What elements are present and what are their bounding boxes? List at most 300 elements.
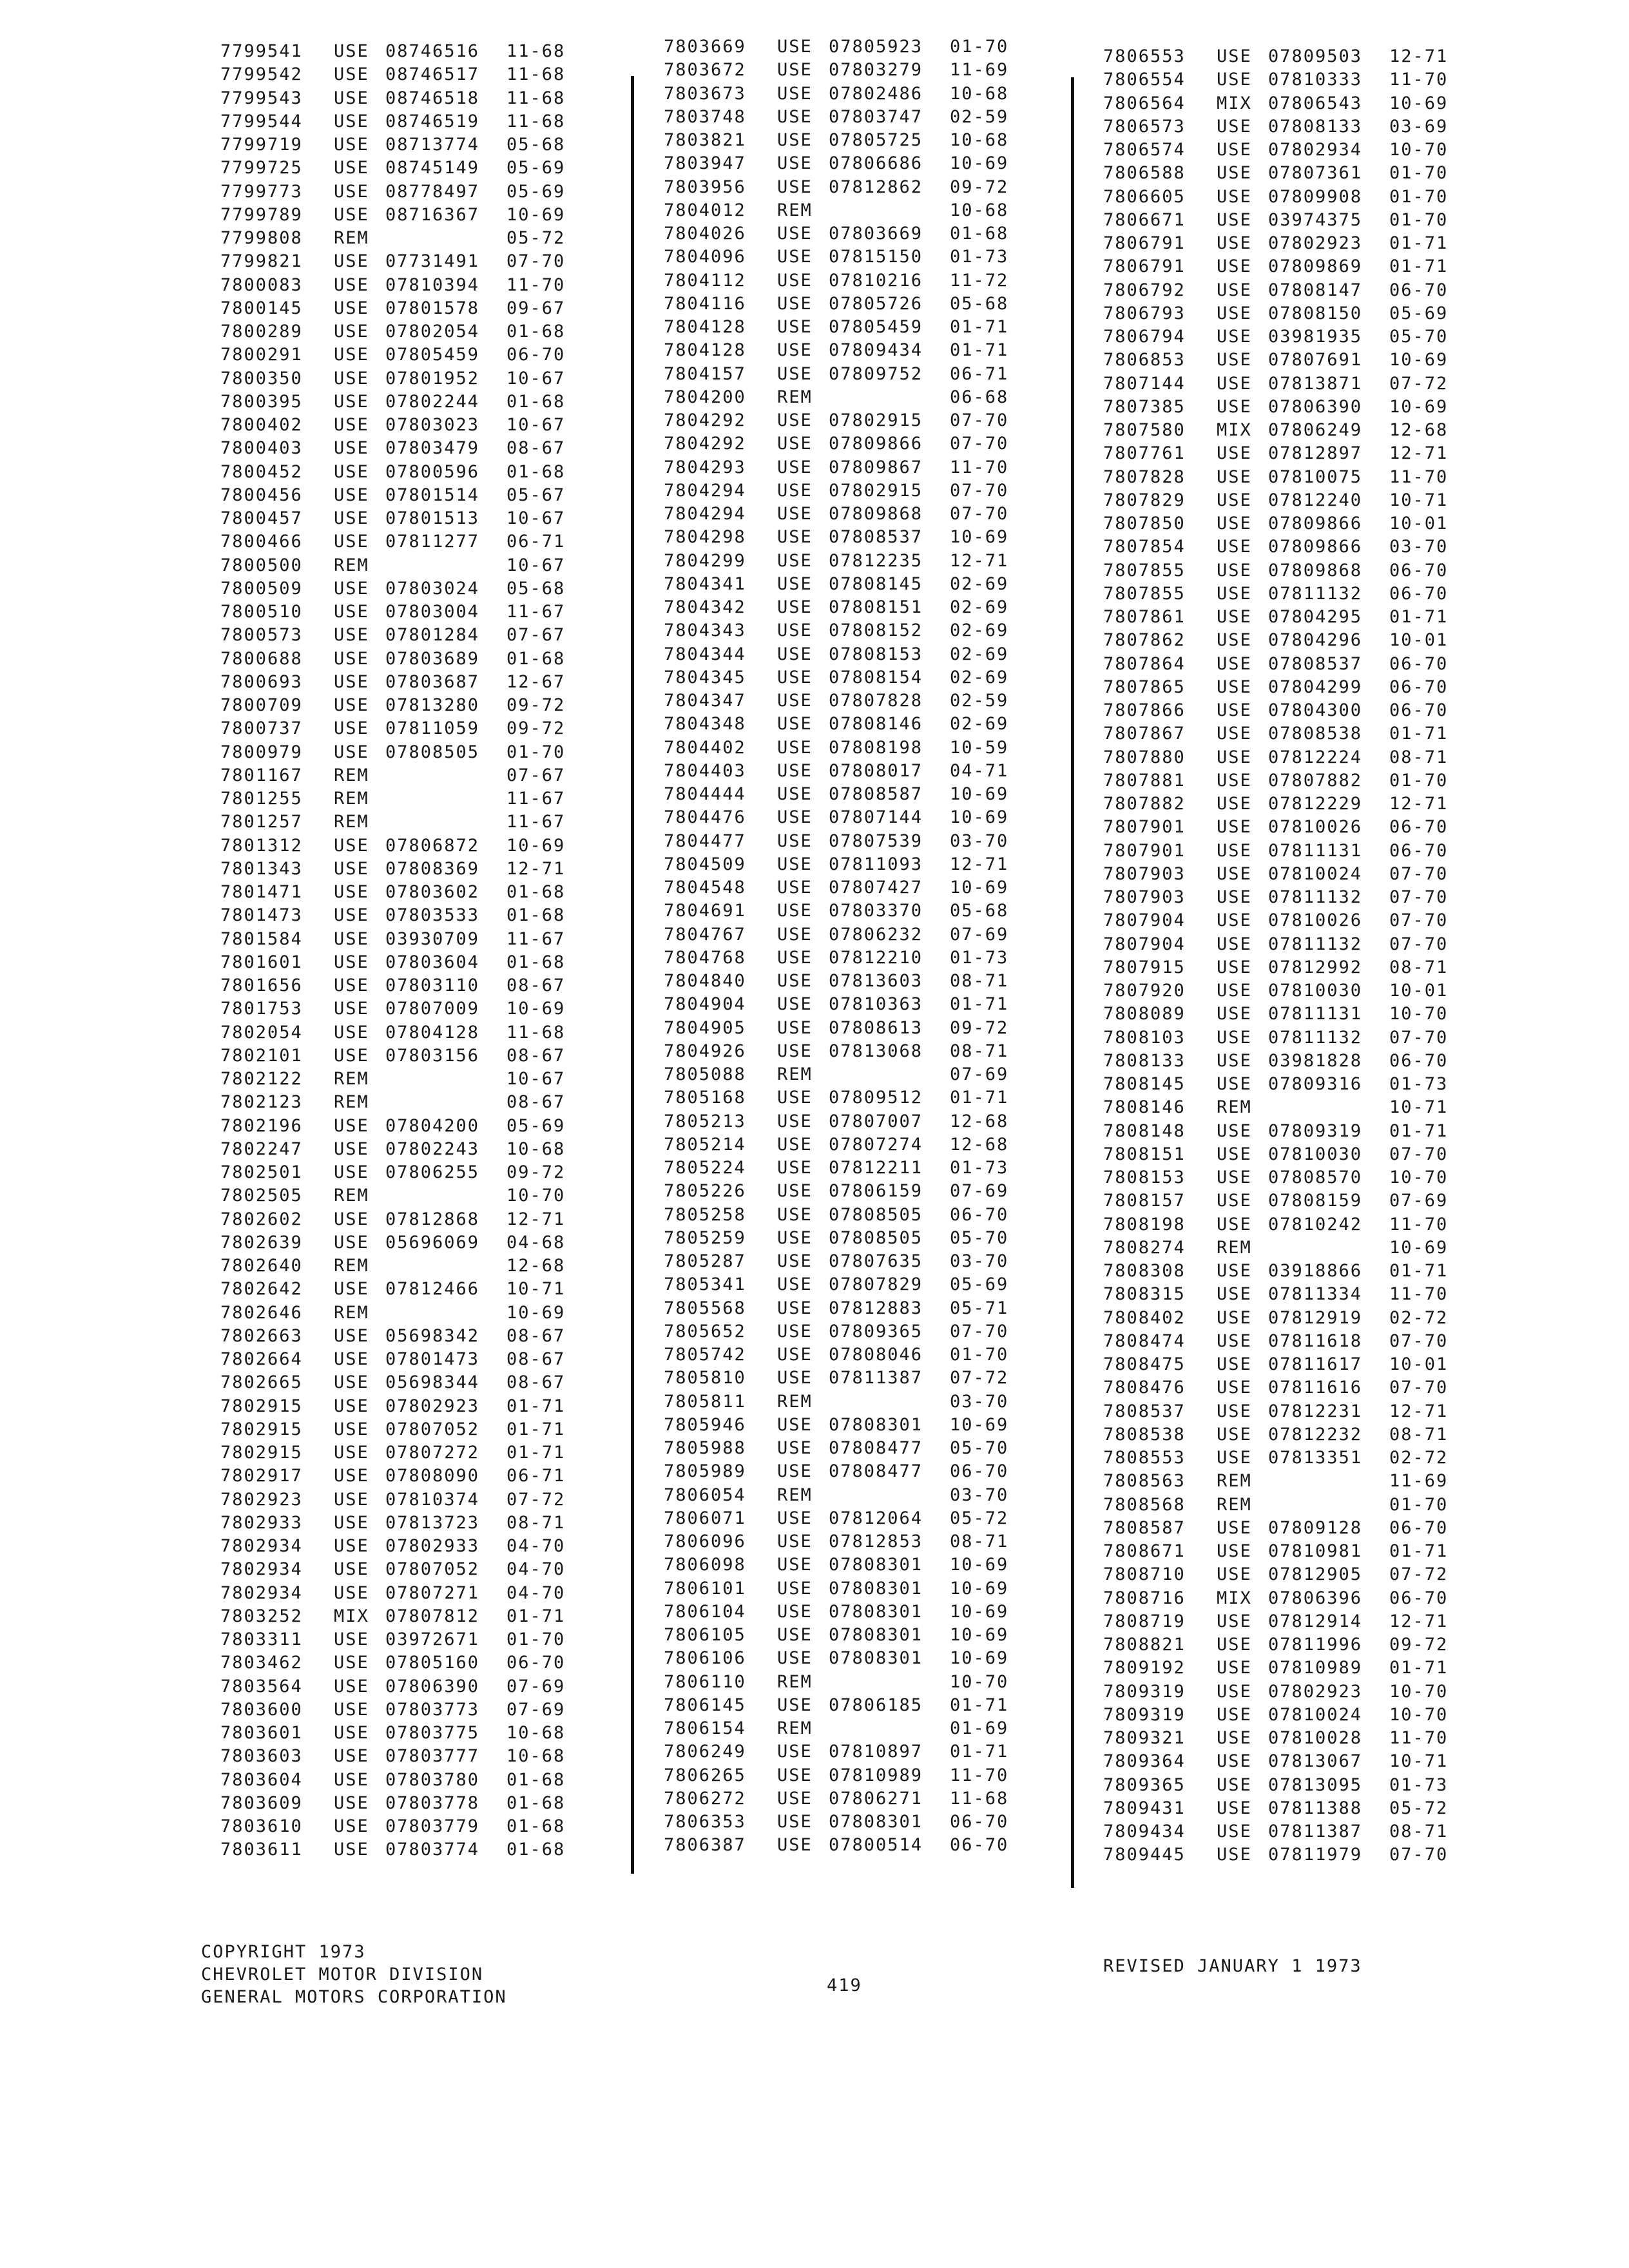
action: USE	[334, 135, 369, 155]
part-row	[1103, 1050, 1454, 1073]
date: 12-71	[506, 858, 566, 879]
replacement-number: 07810242	[1268, 1214, 1363, 1235]
date: 10-69	[506, 204, 566, 225]
part-number: 7807855	[1103, 583, 1186, 604]
part-row	[220, 63, 571, 86]
action: USE	[777, 714, 813, 735]
part-row	[220, 343, 571, 367]
part-number: 7807901	[1103, 817, 1186, 838]
part-row	[1103, 419, 1454, 442]
action: USE	[334, 64, 369, 85]
date: 01-70	[1389, 209, 1449, 230]
replacement-number: 07807828	[829, 691, 923, 711]
date: 02-72	[1389, 1307, 1449, 1328]
date: 04-71	[950, 760, 1009, 781]
replacement-number: 07810363	[829, 994, 923, 1015]
action: USE	[334, 1139, 369, 1159]
action: USE	[334, 111, 369, 131]
part-row	[220, 741, 571, 764]
replacement-number: 07813280	[385, 695, 480, 715]
action: USE	[777, 83, 813, 104]
action: USE	[334, 1746, 369, 1767]
part-row	[220, 1488, 571, 1512]
part-number: 7802663	[220, 1325, 303, 1346]
part-row	[1103, 1470, 1454, 1493]
part-number: 7808146	[1103, 1097, 1186, 1118]
part-row	[1103, 45, 1454, 68]
date: 01-70	[506, 742, 566, 762]
replacement-number: 07802244	[385, 391, 480, 412]
date: 10-68	[506, 1723, 566, 1743]
part-number: 7806105	[664, 1625, 746, 1645]
part-row	[1103, 1026, 1454, 1050]
action: USE	[777, 550, 813, 571]
date: 01-71	[1389, 724, 1449, 744]
action: USE	[1217, 1658, 1252, 1678]
action: USE	[1217, 256, 1252, 277]
replacement-number: 07802934	[1268, 140, 1363, 160]
replacement-number: 07805725	[829, 130, 923, 150]
part-row	[664, 1227, 1014, 1250]
action: USE	[777, 60, 813, 81]
replacement-number: 07810394	[385, 274, 480, 295]
part-number: 7805811	[664, 1391, 746, 1412]
date: 10-67	[506, 555, 566, 575]
date: 02-69	[950, 667, 1009, 687]
part-number: 7808537	[1103, 1401, 1186, 1421]
part-row	[664, 713, 1014, 736]
action: USE	[334, 1699, 369, 1720]
replacement-number: 07807829	[829, 1274, 923, 1295]
part-number: 7800083	[220, 274, 303, 295]
part-row	[664, 736, 1014, 760]
part-number: 7808148	[1103, 1120, 1186, 1141]
action: USE	[334, 204, 369, 225]
part-row	[1103, 442, 1454, 465]
part-number: 7801473	[220, 905, 303, 926]
part-row	[220, 811, 571, 834]
date: 08-67	[506, 1372, 566, 1393]
date: 01-73	[1389, 1074, 1449, 1094]
part-row	[1103, 1680, 1454, 1704]
part-row	[1103, 302, 1454, 325]
part-number: 7804348	[664, 714, 746, 735]
date: 03-70	[950, 1485, 1009, 1505]
replacement-number: 07803156	[385, 1045, 480, 1066]
action: USE	[334, 1792, 369, 1813]
part-number: 7802247	[220, 1139, 303, 1159]
date: 10-01	[1389, 1354, 1449, 1374]
part-row	[664, 1507, 1014, 1530]
action: USE	[334, 1769, 369, 1790]
part-number: 7806110	[664, 1671, 746, 1692]
replacement-number: 07807427	[829, 878, 923, 898]
replacement-number: 07808505	[385, 742, 480, 762]
action: USE	[777, 1438, 813, 1458]
replacement-number: 07803604	[385, 952, 480, 972]
part-row	[1103, 1330, 1454, 1353]
part-row	[220, 1208, 571, 1231]
part-number: 7804026	[664, 224, 746, 244]
action: USE	[334, 1443, 369, 1463]
action: MIX	[334, 1606, 369, 1626]
action: USE	[777, 1111, 813, 1131]
part-number: 7806605	[1103, 186, 1186, 207]
date: 10-70	[506, 1186, 566, 1206]
part-number: 7802915	[220, 1396, 303, 1416]
part-number: 7808274	[1103, 1237, 1186, 1258]
date: 07-70	[1389, 1331, 1449, 1351]
action: USE	[777, 784, 813, 804]
action: USE	[777, 293, 813, 314]
part-number: 7804116	[664, 293, 746, 314]
replacement-number: 07809752	[829, 363, 923, 384]
replacement-number: 07813351	[1268, 1448, 1363, 1468]
action: USE	[334, 1653, 369, 1673]
part-number: 7807920	[1103, 981, 1186, 1001]
action: USE	[334, 1232, 369, 1253]
part-row	[1103, 1563, 1454, 1586]
replacement-number: 03981935	[1268, 327, 1363, 347]
part-row	[664, 830, 1014, 853]
date: 10-70	[1389, 1004, 1449, 1024]
date: 07-72	[950, 1368, 1009, 1389]
date: 11-70	[506, 274, 566, 295]
part-number: 7808716	[1103, 1588, 1186, 1608]
part-number: 7800403	[220, 438, 303, 459]
part-number: 7804345	[664, 667, 746, 687]
action: USE	[334, 485, 369, 505]
action: USE	[777, 1461, 813, 1482]
date: 01-70	[950, 1345, 1009, 1365]
date: 05-70	[1389, 327, 1449, 347]
replacement-number: 07811132	[1268, 887, 1363, 907]
corporation-line: GENERAL MOTORS CORPORATION	[201, 1987, 507, 2007]
replacement-number: 07808477	[829, 1461, 923, 1482]
part-row	[664, 129, 1014, 152]
part-number: 7805258	[664, 1204, 746, 1225]
action: USE	[1217, 209, 1252, 230]
date: 01-68	[506, 1769, 566, 1790]
part-row	[1103, 1494, 1454, 1517]
part-row	[220, 787, 571, 811]
date: 08-67	[506, 438, 566, 459]
date: 01-68	[506, 1840, 566, 1860]
action: USE	[334, 695, 369, 715]
part-row	[664, 339, 1014, 362]
part-row	[664, 970, 1014, 993]
action: REM	[777, 1064, 813, 1084]
action: USE	[777, 1625, 813, 1645]
action: USE	[1217, 514, 1252, 533]
date: 11-68	[506, 41, 566, 61]
part-row	[664, 1180, 1014, 1203]
replacement-number: 07811277	[385, 532, 480, 552]
action: USE	[1217, 466, 1252, 487]
action: USE	[1217, 1635, 1252, 1655]
date: 12-71	[950, 854, 1009, 874]
part-row	[1103, 1657, 1454, 1680]
date: 01-71	[1389, 607, 1449, 627]
date: 10-69	[950, 1648, 1009, 1669]
action: USE	[334, 1536, 369, 1556]
date: 06-70	[1389, 700, 1449, 720]
replacement-number: 08778497	[385, 181, 480, 202]
date: 01-68	[506, 322, 566, 341]
part-number: 7807904	[1103, 910, 1186, 931]
date: 07-69	[950, 924, 1009, 945]
date: 10-69	[950, 878, 1009, 898]
date: 12-71	[1389, 1401, 1449, 1421]
date: 10-71	[506, 1279, 566, 1300]
part-row	[664, 1414, 1014, 1437]
part-number: 7804691	[664, 901, 746, 921]
part-number: 7806054	[664, 1485, 746, 1505]
part-number: 7807855	[1103, 560, 1186, 581]
replacement-number: 07808301	[829, 1601, 923, 1622]
action: USE	[334, 1816, 369, 1836]
date: 05-72	[1389, 1798, 1449, 1818]
replacement-number: 07813095	[1268, 1774, 1363, 1795]
date: 01-70	[1389, 1494, 1449, 1515]
date: 03-70	[1389, 537, 1449, 557]
action: USE	[334, 1115, 369, 1136]
date: 12-68	[950, 1111, 1009, 1131]
replacement-number: 07811059	[385, 718, 480, 739]
part-row	[220, 951, 571, 974]
action: USE	[334, 415, 369, 435]
action: USE	[777, 1648, 813, 1669]
replacement-number: 07803773	[385, 1699, 480, 1720]
part-row	[1103, 1400, 1454, 1423]
part-row	[664, 1343, 1014, 1367]
part-row	[220, 1021, 571, 1044]
part-number: 7805287	[664, 1251, 746, 1271]
part-row	[664, 783, 1014, 806]
date: 10-70	[1389, 1704, 1449, 1725]
part-row	[664, 573, 1014, 596]
part-number: 7805088	[664, 1064, 746, 1084]
part-number: 7803311	[220, 1629, 303, 1649]
part-number: 7808538	[1103, 1424, 1186, 1445]
date: 06-70	[506, 345, 566, 365]
replacement-number: 07811387	[829, 1368, 923, 1389]
action: REM	[777, 1391, 813, 1412]
action: REM	[777, 200, 813, 220]
part-number: 7802646	[220, 1302, 303, 1323]
part-number: 7807881	[1103, 770, 1186, 791]
replacement-number: 07806185	[829, 1695, 923, 1715]
replacement-number: 07810026	[1268, 817, 1363, 838]
replacement-number: 07803780	[385, 1769, 480, 1790]
part-row	[664, 1273, 1014, 1296]
action: USE	[334, 391, 369, 412]
replacement-number: 07803024	[385, 578, 480, 599]
replacement-number: 08746518	[385, 88, 480, 108]
part-number: 7804767	[664, 924, 746, 945]
date: 06-70	[1389, 817, 1449, 838]
part-row	[664, 666, 1014, 689]
part-row	[664, 760, 1014, 783]
part-number: 7800737	[220, 718, 303, 739]
action: USE	[777, 854, 813, 874]
replacement-number: 07811996	[1268, 1635, 1363, 1655]
part-row	[1103, 653, 1454, 676]
parts-column-3	[1103, 45, 1454, 1867]
date: 06-71	[506, 532, 566, 552]
date: 07-70	[1389, 863, 1449, 884]
part-row	[664, 876, 1014, 899]
part-row	[220, 530, 571, 553]
part-row	[1103, 1189, 1454, 1213]
part-number: 7808553	[1103, 1448, 1186, 1468]
part-number: 7806793	[1103, 303, 1186, 323]
date: 11-70	[950, 1765, 1009, 1785]
part-row	[220, 834, 571, 858]
part-row	[1103, 489, 1454, 512]
action: USE	[334, 1466, 369, 1486]
date: 11-68	[506, 1022, 566, 1043]
action: REM	[1217, 1471, 1252, 1492]
replacement-number: 07800596	[385, 461, 480, 482]
part-row	[664, 1460, 1014, 1483]
part-number: 7804768	[664, 947, 746, 968]
part-row	[1103, 372, 1454, 396]
date: 10-68	[506, 1139, 566, 1159]
replacement-number: 07812992	[1268, 957, 1363, 977]
date: 10-69	[950, 527, 1009, 548]
part-row	[220, 1371, 571, 1394]
part-row	[664, 923, 1014, 947]
replacement-number: 07802923	[385, 1396, 480, 1416]
part-number: 7801343	[220, 858, 303, 879]
replacement-number: 07809434	[829, 340, 923, 361]
replacement-number: 07808017	[829, 760, 923, 781]
part-number: 7806564	[1103, 93, 1186, 113]
action: USE	[777, 457, 813, 477]
part-row	[664, 59, 1014, 82]
action: USE	[1217, 1774, 1252, 1795]
date: 11-69	[950, 60, 1009, 81]
part-row	[1103, 979, 1454, 1003]
part-row	[664, 1553, 1014, 1577]
part-number: 7801167	[220, 765, 303, 785]
replacement-number: 07812853	[829, 1532, 923, 1552]
part-number: 7804477	[664, 831, 746, 851]
part-row	[220, 133, 571, 157]
action: REM	[777, 1671, 813, 1692]
action: USE	[1217, 677, 1252, 697]
part-number: 7806573	[1103, 116, 1186, 137]
part-number: 7800395	[220, 391, 303, 412]
action: USE	[1217, 373, 1252, 394]
part-row	[1103, 1843, 1454, 1867]
date: 11-70	[1389, 1284, 1449, 1305]
part-row	[1103, 1517, 1454, 1540]
part-number: 7807903	[1103, 863, 1186, 884]
action: USE	[1217, 1821, 1252, 1841]
part-row	[220, 1675, 571, 1698]
replacement-number: 07808145	[829, 573, 923, 594]
part-number: 7803673	[664, 83, 746, 104]
action: USE	[334, 602, 369, 622]
part-row	[1103, 1446, 1454, 1470]
date: 01-68	[506, 461, 566, 482]
action: USE	[777, 1578, 813, 1599]
replacement-number: 07808301	[829, 1414, 923, 1435]
date: 01-71	[950, 1742, 1009, 1762]
replacement-number: 07803279	[829, 60, 923, 81]
replacement-number: 08746517	[385, 64, 480, 85]
date: 09-72	[506, 1162, 566, 1182]
date: 01-70	[1389, 163, 1449, 184]
action: USE	[334, 882, 369, 902]
part-number: 7806096	[664, 1532, 746, 1552]
date: 08-67	[506, 1045, 566, 1066]
action: REM	[334, 1069, 369, 1089]
part-row	[664, 1437, 1014, 1460]
replacement-number: 07804200	[385, 1115, 480, 1136]
replacement-number: 07803689	[385, 648, 480, 669]
action: USE	[777, 1788, 813, 1809]
action: USE	[777, 317, 813, 337]
action: USE	[334, 274, 369, 295]
date: 01-71	[506, 1419, 566, 1439]
date: 05-70	[950, 1227, 1009, 1248]
date: 10-69	[950, 153, 1009, 174]
date: 08-71	[950, 1041, 1009, 1061]
action: USE	[777, 971, 813, 991]
replacement-number: 07808152	[829, 620, 923, 641]
action: USE	[334, 438, 369, 459]
date: 12-71	[506, 1209, 566, 1229]
part-number: 7804292	[664, 434, 746, 454]
part-row	[664, 503, 1014, 526]
part-number: 7803462	[220, 1653, 303, 1673]
action: USE	[1217, 583, 1252, 604]
part-row	[1103, 1633, 1454, 1657]
part-number: 7803603	[220, 1746, 303, 1767]
part-row	[220, 974, 571, 997]
replacement-number: 07802923	[1268, 1681, 1363, 1702]
part-number: 7808474	[1103, 1331, 1186, 1351]
action: USE	[334, 858, 369, 879]
date: 01-68	[506, 1792, 566, 1813]
action: USE	[777, 106, 813, 127]
part-row	[220, 1769, 571, 1792]
replacement-number: 07807635	[829, 1251, 923, 1271]
part-row	[664, 152, 1014, 175]
date: 05-72	[506, 228, 566, 248]
copyright-line: COPYRIGHT 1973	[201, 1942, 366, 1962]
replacement-number: 07808159	[1268, 1191, 1363, 1211]
date: 01-73	[950, 947, 1009, 968]
part-number: 7806353	[664, 1812, 746, 1832]
replacement-number: 07810028	[1268, 1728, 1363, 1748]
date: 11-70	[1389, 1728, 1449, 1748]
date: 11-70	[1389, 466, 1449, 487]
replacement-number: 07811617	[1268, 1354, 1363, 1374]
part-row	[664, 35, 1014, 59]
part-number: 7799544	[220, 111, 303, 131]
part-row	[220, 297, 571, 320]
part-row	[220, 1745, 571, 1768]
part-number: 7806553	[1103, 46, 1186, 66]
date: 07-70	[1389, 934, 1449, 954]
date: 08-71	[1389, 747, 1449, 767]
date: 08-71	[506, 1512, 566, 1533]
date: 06-70	[1389, 653, 1449, 674]
